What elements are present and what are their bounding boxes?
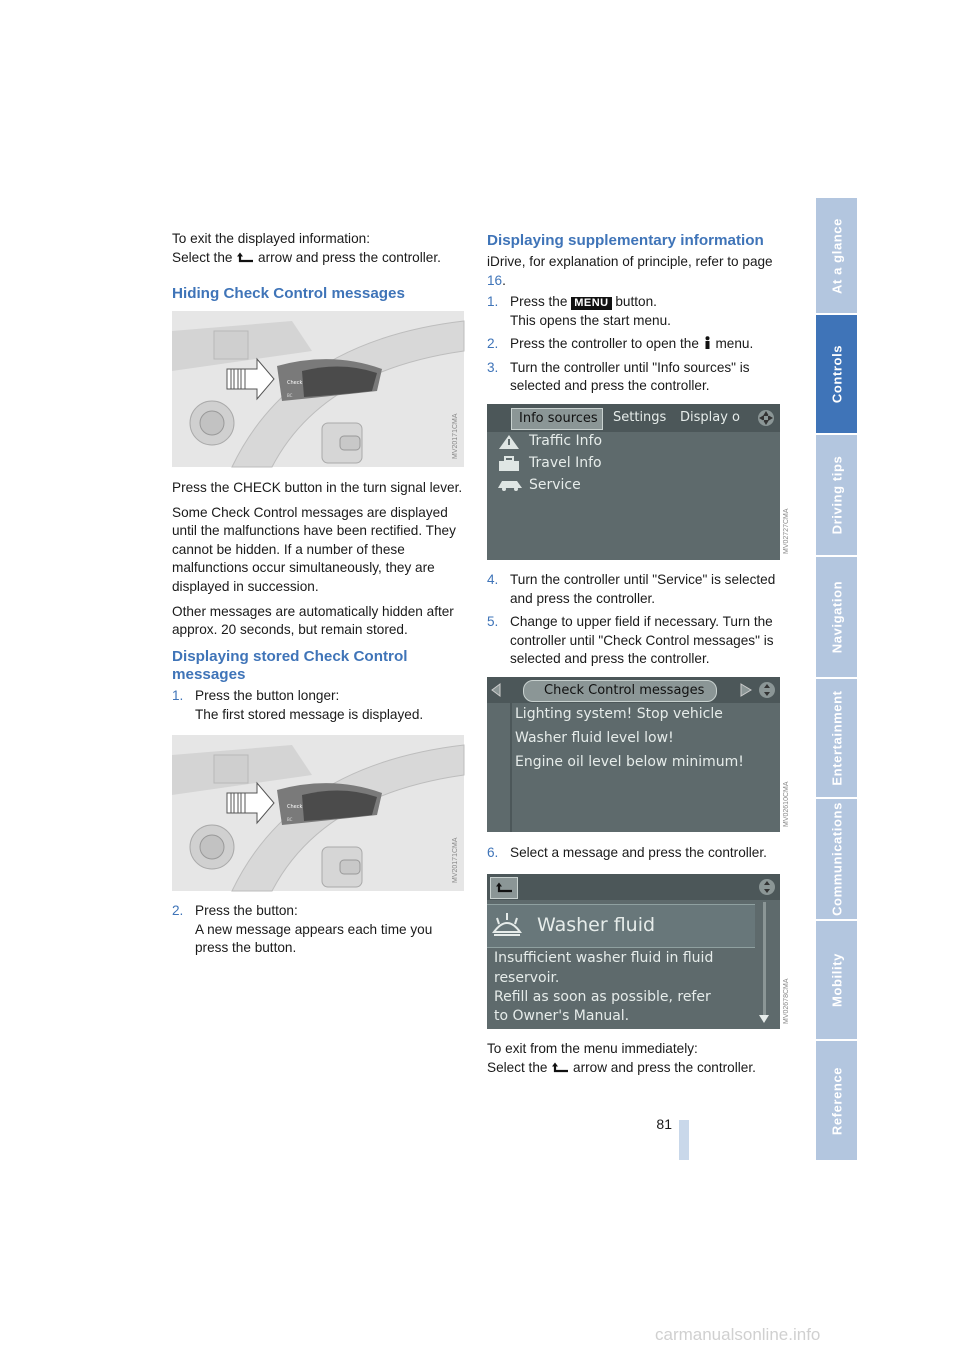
watermark: carmanualsonline.info [655,1325,821,1344]
tab-controls[interactable] [816,315,857,435]
intro-text [172,230,467,267]
page-marker-bar [679,1120,689,1160]
image-code: MV20171CMA [452,413,459,459]
tab-label: Communications [829,802,844,916]
lever-bc-label: BC [287,817,293,822]
text: iDrive, for explanation of principle, refer to page [487,254,773,269]
heading-stored: Displaying stored Check Control messages [172,648,408,683]
page-number: 81 [656,1116,672,1132]
left-body-1 [172,479,467,640]
right-step-6 [487,844,782,863]
arrow-left-icon[interactable] [490,683,502,697]
exit-line: To exit from the menu immediately: [487,1041,698,1056]
step-text: button. [615,294,657,309]
arrow-right-icon[interactable] [739,683,753,697]
step-number: 6. [487,845,499,860]
step-text: Select a message and press the controller. [510,845,767,860]
step-number: 5. [487,614,499,630]
controller-direction-icon [757,878,777,896]
scroll-down-icon[interactable] [758,1014,770,1024]
tab-label: Navigation [829,580,844,654]
message-heading: Washer fluid [537,914,656,936]
tab-reference[interactable] [816,1041,857,1162]
step-text: The first stored message is displayed. [195,706,424,722]
left-step-1 [172,687,467,724]
luggage-icon [497,456,521,472]
step-text: Press the button: [195,903,298,918]
left-column [172,230,467,267]
intro-line: Select the [172,249,233,265]
tab-label: Entertainment [829,690,844,786]
tab-navigation[interactable] [816,557,857,679]
tab-label: Mobility [829,953,844,1007]
paragraph-other-messages: Other messages are automatically hidden after approx. 20 seconds, but remain stored. [172,603,454,638]
tab-label: Driving tips [829,455,844,535]
screen-top-bar [487,874,780,900]
check-control-title-tab[interactable] [523,680,717,702]
step-text: menu. [715,336,754,352]
step-number: 1. [172,688,184,703]
tab-mobility[interactable] [816,921,857,1041]
tab-label: Check Control messages [544,683,705,698]
paragraph-idrive [487,253,782,290]
paragraph-some-messages: Some Check Control messages are displayed until the malfunctions have been rectified. They cannot be hidden. If a number of these malfunctions occur simultaneously, they are displayed in succession. [172,504,456,594]
step-number: 1. [487,294,499,309]
washer-fluid-icon [491,910,523,940]
idrive-screen-washer-fluid [487,874,790,1029]
heading-supplementary: Displaying supplementary information [487,232,764,249]
lever-check-label: Check [287,380,303,386]
step-text: Turn the controller until "Info sources" is selected and press the controller. [510,359,750,394]
tab-info-sources[interactable] [511,408,603,430]
intro-line: To exit the displayed information: [172,231,370,246]
tab-entertainment[interactable] [816,679,857,799]
tab-label: Controls [829,344,844,404]
image-code: MV02610CMA [783,781,790,827]
step-text: Press the controller to open the [510,336,699,352]
lever-bc-label: BC [287,393,293,398]
message-detail-line: Refill as soon as possible, refer [494,989,711,1005]
back-button[interactable] [490,877,518,899]
controller-direction-icon [757,409,775,427]
menu-item-travel-info[interactable]: Travel Info [529,455,602,471]
exit-text [487,1040,782,1077]
step-number: 3. [487,359,499,375]
message-item[interactable]: Lighting system! Stop vehicle [515,706,723,722]
menu-button-icon: MENU [571,297,611,310]
menu-item-service[interactable]: Service [529,477,581,493]
message-item[interactable]: Washer fluid level low! [515,730,674,746]
step-text: Turn the controller until "Service" is selected and press the controller. [510,572,776,606]
exit-line: arrow and press the controller. [573,1059,756,1075]
lever-illustration [172,735,464,891]
back-arrow-icon [236,252,254,264]
right-exit [487,1040,782,1077]
image-code: MV20171CMA [452,837,459,883]
step-number: 4. [487,572,499,587]
service-car-icon [497,478,523,492]
idrive-screen-check-control [487,677,790,832]
scrollbar[interactable] [763,902,766,1017]
image-code: MV02727CMA [783,508,790,554]
message-detail-line: reservoir. [494,970,560,986]
tab-settings[interactable]: Settings [613,410,667,425]
heading-hiding: Hiding Check Control messages [172,285,405,302]
page-link[interactable]: 16 [487,272,503,288]
lever-check-label: Check [287,804,303,810]
step-number: 2. [487,336,499,352]
tab-label: At a glance [829,217,844,294]
step-text: This opens the start menu. [510,312,671,328]
text: . [502,272,506,288]
step-text: Press the [510,294,568,309]
back-arrow-icon [495,882,513,894]
right-steps-4-5 [487,571,782,669]
message-detail-line: Insufficient washer fluid in fluid [494,950,714,966]
image-code: MV02678CMA [783,978,790,1024]
divider [510,703,512,832]
turn-signal-lever-photo-2 [172,735,464,891]
traffic-warning-icon [497,434,521,450]
paragraph-check-button: Press the CHECK button in the turn signal lever. [172,480,463,495]
tab-communications[interactable] [816,799,857,921]
message-item[interactable]: Engine oil level below minimum! [515,754,744,770]
tab-driving-tips[interactable] [816,435,857,557]
back-arrow-icon [551,1062,569,1074]
left-step-2 [172,902,467,958]
controller-direction-icon [757,681,777,699]
step-text: A new message appears each time you press the button. [195,921,433,956]
step-text: Change to upper field if necessary. Turn the controller until "Check Control messages" is selected and press the controller. [510,614,774,667]
message-detail-line: to Owner's Manual. [494,1008,630,1024]
step-text: Press the button longer: [195,688,340,703]
tab-at-a-glance[interactable] [816,198,857,315]
step-number: 2. [172,903,184,918]
tab-label: Reference [829,1066,844,1135]
intro-line: arrow and press the controller. [258,249,441,265]
turn-signal-lever-photo [172,311,464,467]
idrive-screen-info-sources [487,404,790,560]
exit-line: Select the [487,1059,548,1075]
info-i-icon [703,336,712,350]
right-steps-1-3 [487,293,782,396]
lever-illustration [172,311,464,467]
right-intro [487,253,782,290]
tab-display[interactable]: Display o [680,410,741,425]
tab-label: Info sources [519,411,598,426]
menu-item-traffic-info[interactable]: Traffic Info [529,433,603,449]
